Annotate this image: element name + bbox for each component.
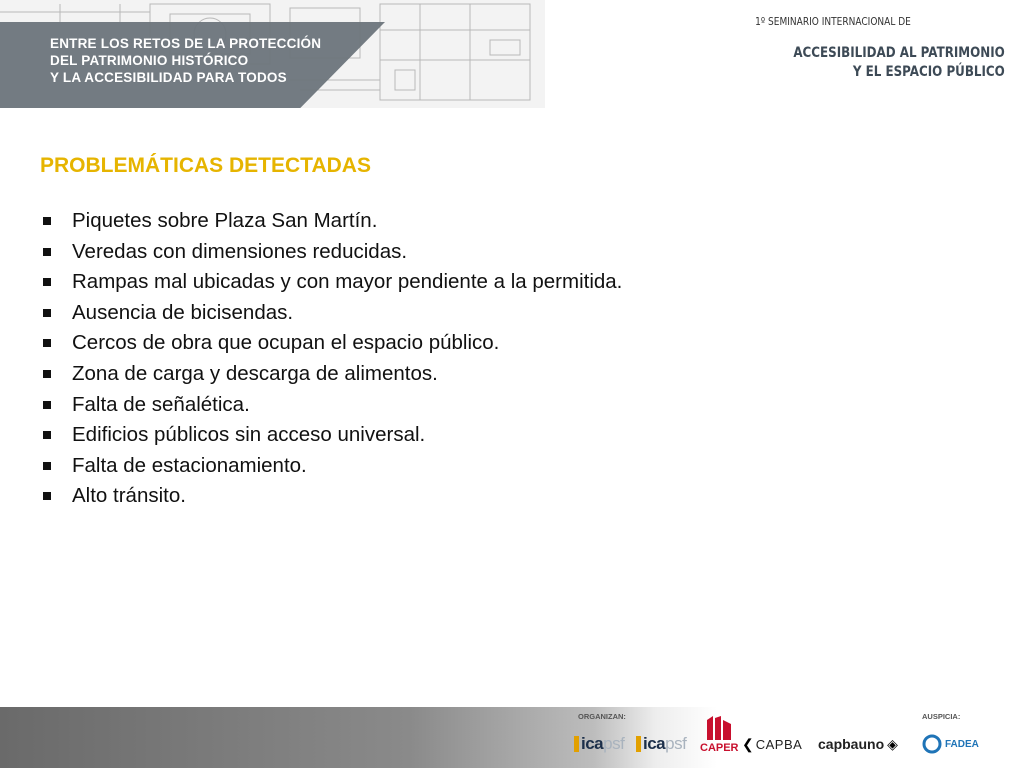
fadea-logo-text: FADEA [945, 738, 979, 750]
list-item-text: Edificios públicos sin acceso universal. [72, 423, 426, 447]
banner-title [50, 35, 321, 86]
square-bullet-icon [43, 309, 51, 317]
section-heading: PROBLEMÁTICAS DETECTADAS [40, 154, 371, 177]
square-bullet-icon [43, 401, 51, 409]
list-item-text: Veredas con dimensiones reducidas. [72, 239, 408, 263]
list-item [40, 328, 622, 359]
list-item-text: Piquetes sobre Plaza San Martín. [72, 209, 378, 232]
capba-logo-text: CAPBA [755, 736, 803, 752]
ica-psf-logo [636, 728, 686, 760]
square-bullet-icon [43, 339, 51, 347]
list-item [40, 420, 622, 451]
auspicia-label: AUSPICIA: [922, 712, 961, 721]
banner-line: Y LA ACCESIBILIDAD PARA TODOS [50, 70, 287, 85]
ica-logo-text: ica [581, 734, 604, 753]
list-item-text: Alto tránsito. [72, 484, 186, 508]
fadea-mark-icon [922, 734, 942, 754]
capbauno-logo [818, 728, 898, 760]
list-item [40, 451, 622, 482]
capba-logo [742, 728, 802, 760]
square-bullet-icon [43, 278, 51, 286]
banner-line: DEL PATRIMONIO HISTÓRICO [50, 53, 249, 68]
seminar-title-line: Y EL ESPACIO PÚBLICO [853, 64, 1005, 80]
list-item [40, 237, 622, 268]
list-item-text: Falta de estacionamiento. [72, 453, 307, 477]
list-item-text: Zona de carga y descarga de alimentos. [72, 361, 438, 385]
caper-mark-icon [705, 714, 733, 742]
capbauno-mark-icon: ◈ [887, 735, 898, 752]
caper-logo-text: CAPER [700, 742, 739, 754]
organizan-label: ORGANIZAN: [578, 712, 626, 721]
list-item [40, 481, 622, 512]
psf-logo-text: psf [603, 734, 625, 753]
ica-logo-text: ica [643, 734, 666, 753]
capba-mark-icon: ❮ [742, 735, 754, 752]
psf-logo-text: psf [665, 734, 687, 753]
square-bullet-icon [43, 462, 51, 470]
seminar-title [794, 44, 1005, 82]
square-bullet-icon [43, 492, 51, 500]
list-item-text: Rampas mal ubicadas y con mayor pendiente a la permitida. [72, 270, 623, 294]
seminar-title-line: ACCESIBILIDAD AL PATRIMONIO [793, 45, 1005, 61]
list-item [40, 359, 622, 390]
ica-mark-icon [574, 736, 579, 752]
list-item [40, 390, 622, 421]
list-item-text: Ausencia de bicisendas. [72, 300, 294, 324]
issue-list [40, 206, 622, 512]
list-item [40, 206, 622, 237]
list-item [40, 267, 622, 298]
ica-psf-logo [574, 728, 624, 760]
square-bullet-icon [43, 217, 51, 225]
fadea-logo [922, 728, 979, 760]
caper-logo [700, 714, 739, 760]
capbauno-logo-text: capbauno [818, 736, 885, 752]
square-bullet-icon [43, 248, 51, 256]
seminar-subtitle: 1º SEMINARIO INTERNACIONAL DE [755, 15, 911, 28]
list-item-text: Cercos de obra que ocupan el espacio público. [72, 331, 500, 355]
square-bullet-icon [43, 431, 51, 439]
banner-line: ENTRE LOS RETOS DE LA PROTECCIÓN [50, 36, 322, 51]
ica-mark-icon [636, 736, 641, 752]
list-item-text: Falta de señalética. [72, 392, 250, 416]
square-bullet-icon [43, 370, 51, 378]
list-item [40, 298, 622, 329]
